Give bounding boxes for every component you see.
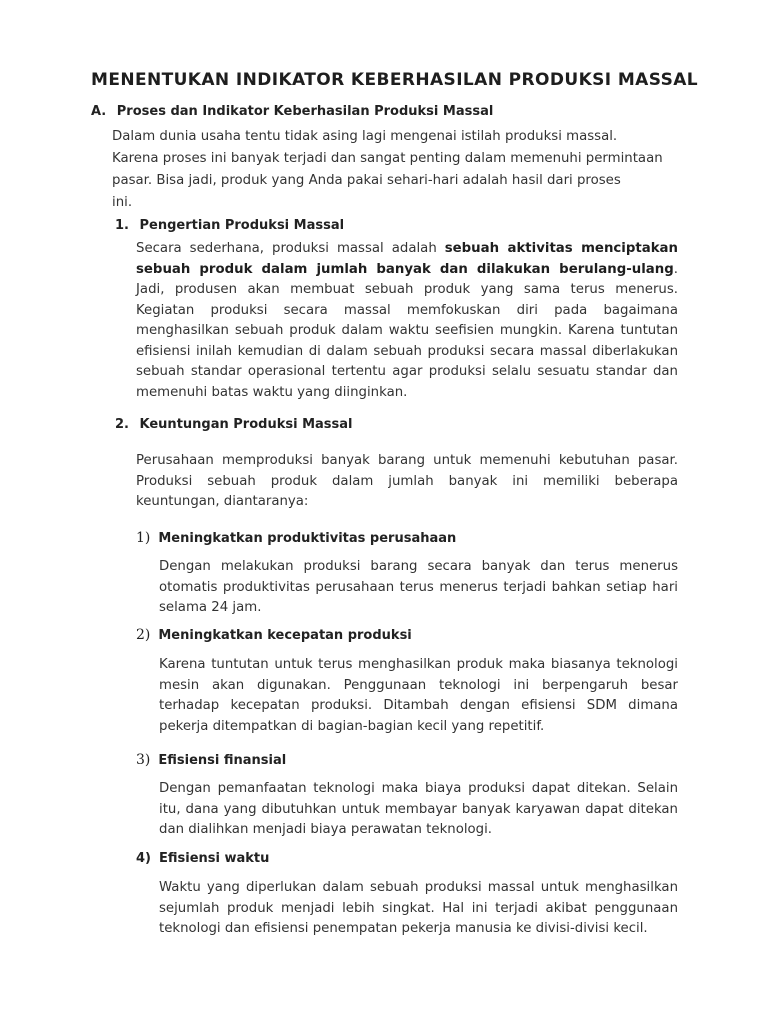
item-1-heading (136, 530, 456, 546)
section-a-intro (112, 126, 682, 214)
item-2-number: 2) (136, 627, 151, 643)
section-a-heading (91, 104, 493, 119)
item-3-label: Efisiensi finansial (158, 753, 287, 768)
item-1-label: Meningkatkan produktivitas perusahaan (158, 531, 457, 546)
section-1-text-before: Secara sederhana, produksi massal adalah (136, 241, 445, 256)
item-4-label: Efisiensi waktu (159, 851, 270, 866)
item-4-heading (136, 851, 269, 866)
item-4-number: 4) (136, 851, 151, 866)
section-2-title: Keuntungan Produksi Massal (139, 417, 353, 432)
section-1-text-after: . Jadi, produsen akan membuat sebuah produk yang sama terus menerus. Kegiatan produksi secara massal memfokuskan diri pada bagaimana menghasilkan sebuah produk dalam waktu seefisien mungkin. Karena tuntutan efisiensi inilah kemudian di dalam sebuah produksi secara massal diberlakukan sebuah standar operasional tertentu agar produksi selalu sesuatu standar dan memenuhi batas waktu yang diinginkan. (136, 261, 678, 400)
section-2-paragraph: Perusahaan memproduksi banyak barang untuk memenuhi kebutuhan pasar. Produksi sebuah produk dalam jumlah banyak ini memiliki beberapa keuntungan, diantaranya: (136, 453, 678, 509)
section-a-title: Proses dan Indikator Keberhasilan Produksi Massal (116, 104, 494, 119)
intro-line: pasar. Bisa jadi, produk yang Anda pakai sehari-hari adalah hasil dari proses (112, 173, 621, 188)
item-3-number: 3) (136, 752, 151, 768)
section-2-marker: 2. (115, 417, 129, 432)
item-2-heading (136, 627, 412, 643)
document-title: MENENTUKAN INDIKATOR KEBERHASILAN PRODUKSI MASSAL (91, 70, 699, 90)
intro-line: ini. (112, 195, 133, 210)
item-4-paragraph: Waktu yang diperlukan dalam sebuah produksi massal untuk menghasilkan sejumlah produk menjadi lebih singkat. Hal ini terjadi akibat penggunaan teknologi dan efisiensi penempatan pekerja manusia ke divisi-divisi kecil. (159, 880, 678, 936)
intro-line: Karena proses ini banyak terjadi dan sangat penting dalam memenuhi permintaan (112, 151, 663, 166)
item-1-number: 1) (136, 530, 151, 546)
section-2-heading (115, 417, 352, 432)
section-1-paragraph (136, 239, 678, 403)
item-2-label: Meningkatkan kecepatan produksi (158, 628, 412, 643)
section-1-marker: 1. (115, 218, 129, 233)
item-1-paragraph: Dengan melakukan produksi barang secara banyak dan terus menerus otomatis produktivitas perusahaan terus menerus terjadi bahkan setiap hari selama 24 jam. (159, 559, 678, 615)
item-2-paragraph: Karena tuntutan untuk terus menghasilkan produk maka biasanya teknologi mesin akan digunakan. Penggunaan teknologi ini berpengaruh besar terhadap kecepatan produksi. Ditambah dengan efisiensi SDM dimana pekerja ditempatkan di bagian-bagian kecil yang repetitif. (159, 657, 678, 734)
section-1-text-bold: sebuah aktivitas menciptakan sebuah produk dalam jumlah banyak dan dilakukan berulang-ulang (136, 241, 678, 277)
section-1-title: Pengertian Produksi Massal (139, 218, 345, 233)
item-3-heading (136, 752, 286, 768)
section-a-marker: A. (91, 104, 107, 119)
section-1-heading (115, 218, 344, 233)
item-3-paragraph: Dengan pemanfaatan teknologi maka biaya produksi dapat ditekan. Selain itu, dana yang dibutuhkan untuk membayar banyak karyawan dapat ditekan dan dialihkan menjadi biaya perawatan teknologi. (159, 781, 678, 837)
intro-line: Dalam dunia usaha tentu tidak asing lagi mengenai istilah produksi massal. (112, 129, 618, 144)
